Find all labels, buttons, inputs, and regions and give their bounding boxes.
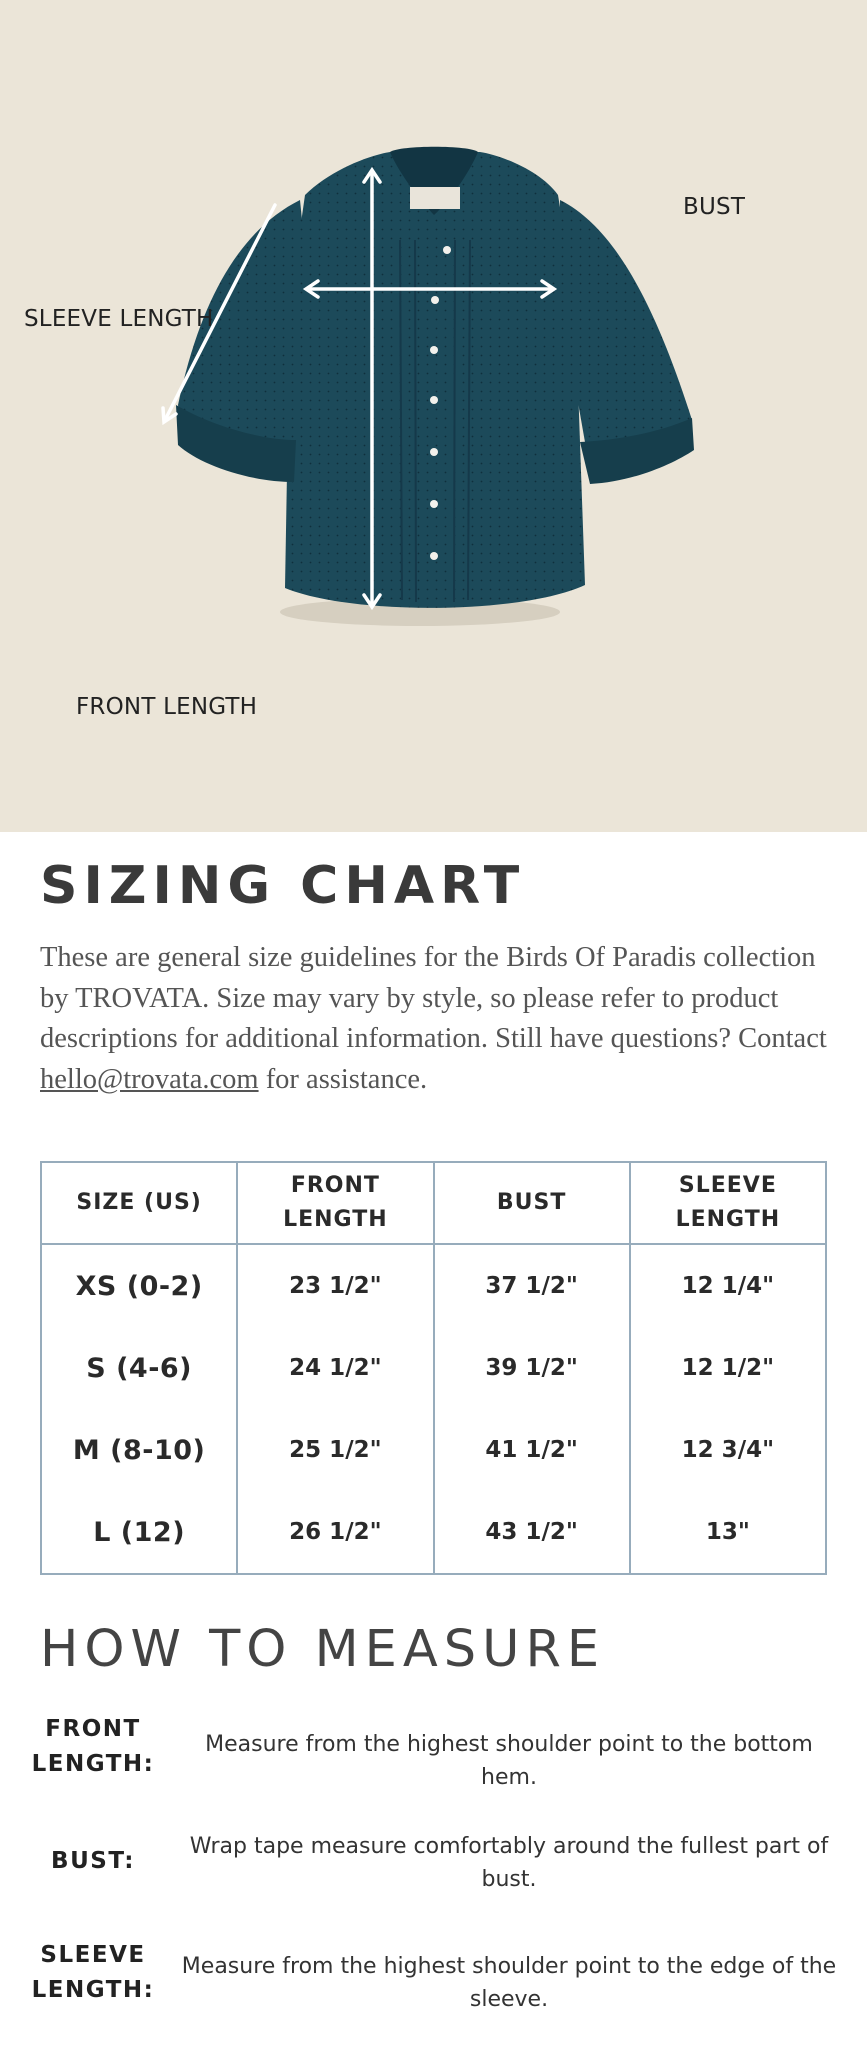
- table-row: [41, 1491, 826, 1574]
- header-front-length: FRONT LENGTH: [237, 1162, 433, 1244]
- table-row: [41, 1409, 826, 1491]
- table-header-row: [41, 1162, 826, 1244]
- how-to-measure-title: HOW TO MEASURE: [40, 1620, 606, 1679]
- bust-cell: 41 1/2": [434, 1409, 630, 1491]
- size-cell: XS (0-2): [41, 1244, 237, 1327]
- front-length-cell: 26 1/2": [237, 1491, 433, 1574]
- measure-term: SLEEVE LENGTH:: [31, 1942, 155, 2003]
- front-length-label: FRONT LENGTH: [76, 694, 258, 720]
- header-size: SIZE (US): [41, 1162, 237, 1244]
- header-bust: BUST: [434, 1162, 630, 1244]
- size-cell: S (4-6): [41, 1327, 237, 1409]
- sleeve-length-cell: 12 1/4": [630, 1244, 826, 1327]
- measure-desc: Measure from the highest shoulder point to the bottom hem.: [205, 1732, 813, 1790]
- measure-term: BUST:: [51, 1848, 135, 1874]
- measure-desc: Measure from the highest shoulder point to the edge of the sleeve.: [181, 1954, 837, 2012]
- size-cell: M (8-10): [41, 1409, 237, 1491]
- table-row: [41, 1244, 826, 1327]
- front-length-cell: 25 1/2": [237, 1409, 433, 1491]
- sizing-chart-title: SIZING CHART: [40, 856, 526, 916]
- sleeve-length-cell: 13": [630, 1491, 826, 1574]
- front-length-cell: 23 1/2": [237, 1244, 433, 1327]
- sleeve-length-cell: 12 3/4": [630, 1409, 826, 1491]
- measure-term: FRONT LENGTH:: [31, 1716, 155, 1777]
- bust-cell: 37 1/2": [434, 1244, 630, 1327]
- intro-text: These are general size guidelines for the Birds Of Paradis collection by TROVATA. Size may vary by style, so please refer to product descriptions for additional information. Still have questions? Contact: [40, 942, 827, 1054]
- bust-cell: 43 1/2": [434, 1491, 630, 1574]
- front-length-cell: 24 1/2": [237, 1327, 433, 1409]
- contact-email-link[interactable]: hello@trovata.com: [40, 1063, 259, 1095]
- measurement-diagram: [0, 0, 867, 832]
- sleeve-length-cell: 12 1/2": [630, 1327, 826, 1409]
- sizing-intro: [40, 938, 840, 1100]
- bust-label: BUST: [683, 194, 746, 220]
- intro-suffix: for assistance.: [258, 1063, 428, 1095]
- table-row: [41, 1327, 826, 1409]
- bust-cell: 39 1/2": [434, 1327, 630, 1409]
- size-cell: L (12): [41, 1491, 237, 1574]
- sizing-table: [40, 1161, 827, 1575]
- sleeve-length-label: SLEEVE LENGTH: [24, 306, 214, 332]
- measure-desc: Wrap tape measure comfortably around the fullest part of bust.: [189, 1834, 829, 1892]
- header-sleeve-length: SLEEVE LENGTH: [630, 1162, 826, 1244]
